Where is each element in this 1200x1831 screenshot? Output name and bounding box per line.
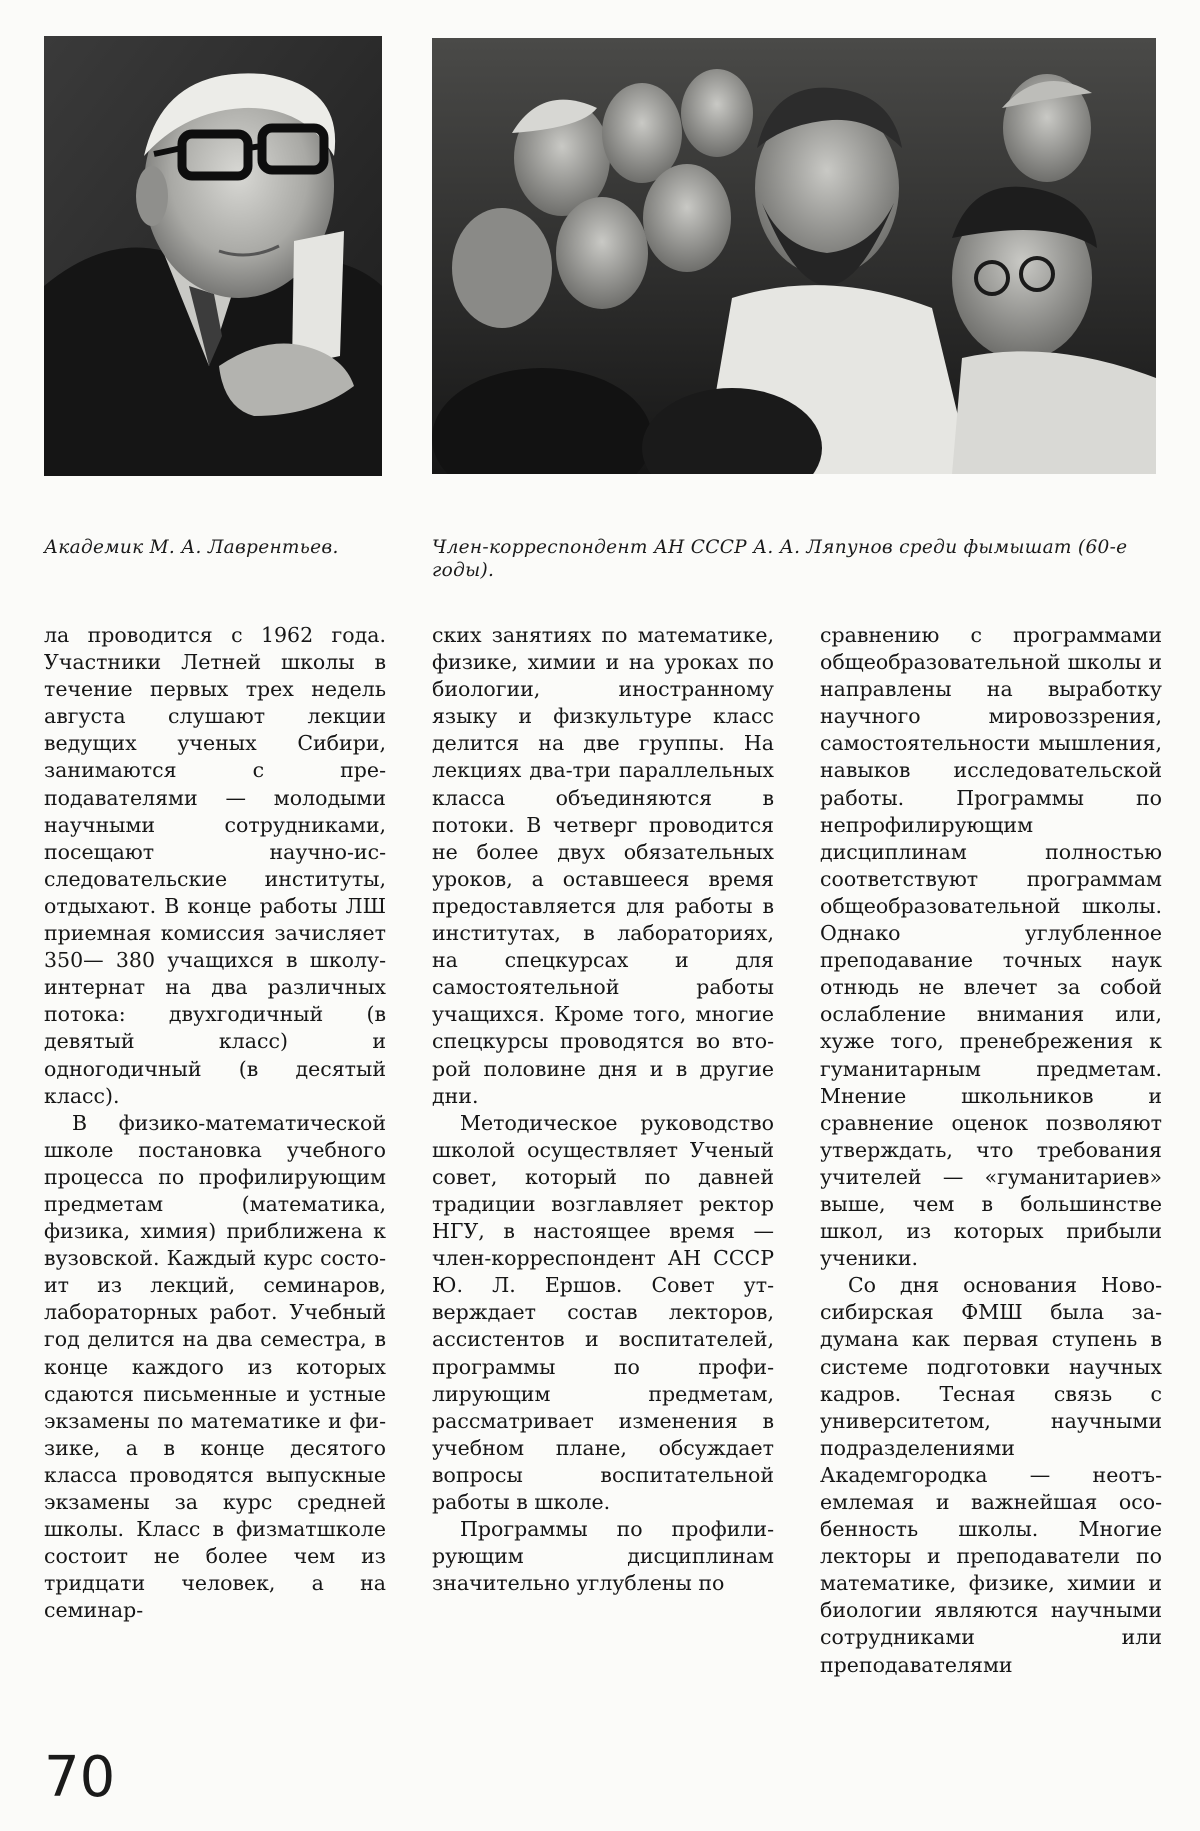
text-column-2 <box>432 622 774 1597</box>
paragraph: Методическое руководство школой осуществляет Ученый совет, который по давней традиции возглавляет ректор НГУ, в настоящее время — член-корреспондент АН СССР Ю. Л. Ершов. Совет утверждает состав лекторов, ассистентов и воспитателей, программы по профилирующим предметам, рассматривает изменения в учебном плане, обсуждает вопросы воспитательной работы в школе. <box>432 1110 774 1514</box>
paragraph: В физико-математической школе постановка учебного процесса по профилирующим предметам (математика, физика, химия) приближена к вузовской. Каждый курс состоит из лекций, семинаров, лабораторных работ. Учебный год делится на два семестра, в конце каждого из которых сдаются письменные и устные экзамены по математике и физике, а в конце десятого класса проводятся выпускные экзамены за курс средней школы. Класс в физматшколе состоит не более чем из тридцати человек, а на семинар- <box>44 1110 386 1623</box>
portrait-photo <box>44 36 382 476</box>
portrait-photo-image <box>44 36 382 476</box>
caption-right: Член-корреспондент АН СССР А. А. Ляпунов среди фымышат (60-е годы). <box>432 537 1128 581</box>
paragraph: ских занятиях по математике, физике, химии и на уроках по биологии, иностранному языку и физкультуре класс делится на две группы. На лекциях два-три параллельных класса объединяются в потоки. В четверг проводится не более двух обязательных уроков, а оставшееся время предоставляется для работы в институтах, в лабораториях, на спецкурсах и для самостоятельной работы учащихся. Кроме того, многие спецкурсы проводятся во второй половине дня и в другие дни. <box>432 623 774 1108</box>
page-number: 70 <box>44 1745 116 1810</box>
text-column-3 <box>820 622 1162 1679</box>
caption-left: Академик М. А. Лаврентьев. <box>44 537 339 558</box>
group-photo <box>432 38 1156 474</box>
paragraph: Программы по профилирующим дисциплинам значительно углублены по <box>432 1517 774 1596</box>
paragraph: ла проводится с 1962 года. Участники Летней школы в течение первых трех недель августа слушают лекции ведущих ученых Сибири, занимаются с преподавателями — молодыми научными сотрудниками, посещают научно-исследовательские институты, отдыхают. В конце работы ЛШ приемная комиссия зачисляет 350— 380 учащихся в школу-интернат на два различных потока: двухгодичный (в девятый класс) и одногодичный (в десятый класс). <box>44 623 386 1108</box>
paragraph: Со дня основания Новосибирская ФМШ была задумана как первая ступень в системе подготовки научных кадров. Тесная связь с университетом, научными подразделениями Академгородка — неотъемлемая и важнейшая особенность школы. Многие лекторы и преподаватели по математике, физике, химии и биологии являются научными сотрудниками или преподавателями <box>820 1273 1162 1677</box>
text-column-1 <box>44 622 386 1624</box>
paragraph: сравнению с программами общеобразовательной школы и направлены на выработку научного мировоззрения, самостоятельности мышления, навыков исследовательской работы. Программы по непрофилирующим дисциплинам полностью соответствуют программам общеобразовательной школы. Однако углубленное преподавание точных наук отнюдь не влечет за собой ослабление внимания или, хуже того, пренебрежения к гуманитарным предметам. Мнение школьников и сравнение оценок позволяют утверждать, что требования учителей — «гуманитариев» выше, чем в большинстве школ, из которых прибыли ученики. <box>820 623 1162 1271</box>
group-photo-image <box>432 38 1156 474</box>
